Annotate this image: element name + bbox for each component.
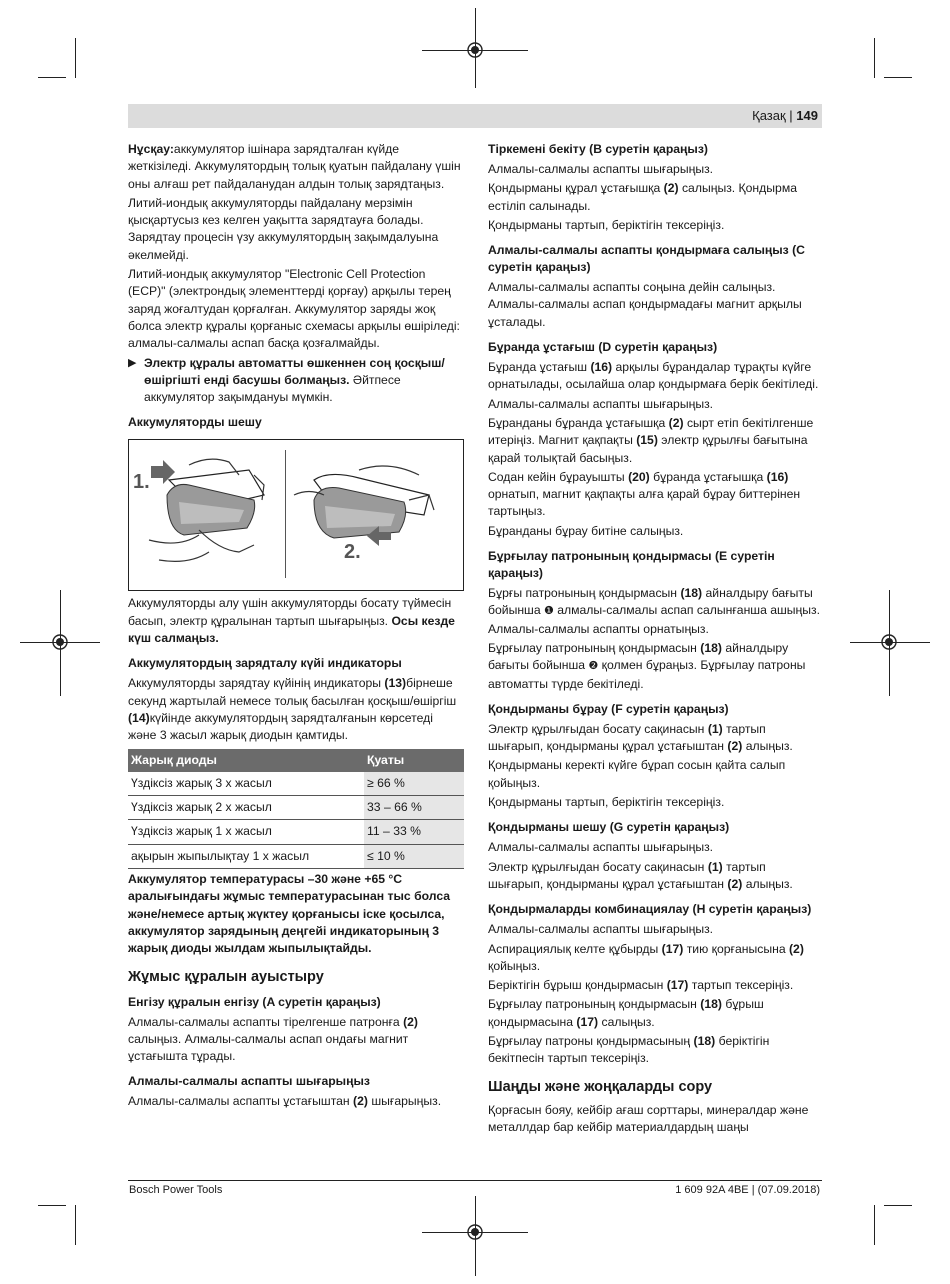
footer-doc-number: 1 609 92A 4BE | (07.09.2018) <box>675 1184 820 1196</box>
section-heading: Аккумуляторды шешу <box>128 415 262 430</box>
battery-removal-figure <box>128 439 464 591</box>
crop-mark <box>38 77 66 78</box>
section-heading: Бұранда ұстағыш (D суретін қараңыз) <box>488 340 718 355</box>
section-heading: Қондырманы бұрау (F суретін қараңыз) <box>488 701 729 716</box>
crop-mark <box>874 38 875 78</box>
crop-mark <box>884 77 912 78</box>
paragraph: Литий-иондық аккумулятор "Electronic Cell Protection (ECP)" (электрондық элементтерді қорғау) арқылы терең заряд жоғалтудан қорғалған. Аккумулятор заряды жоқ болса электр құралы қорғаныс схемасы арқылы өшіріледі: алмалы-салмалы аспап басқа қозғалмайды. <box>128 267 460 351</box>
section-heading: Бұрғылау патронының қондырмасы (E суретін қараңыз) <box>488 549 775 581</box>
paragraph: Электр құрылғыдан босату сақинасын (1) тартып шығарып, қондырманы құрал ұстағыштан (2) алыңыз. <box>488 721 793 754</box>
section-heading: Аккумулятордың зарядталу күйі индикаторы <box>128 656 402 671</box>
temperature-warning: Аккумулятор температурасы –30 және +65 °C аралығындағы жұмыс температурасынан тыс болса және/немесе артық жүктеу қорғанысы іске қосылса, аккумулятор зарядының деңгейі индикаторының 3 жарық диоды жылдам жыпылықтайды. <box>128 872 451 956</box>
registration-mark-icon <box>50 632 70 652</box>
paragraph: Алмалы-салмалы аспапты соңына дейін салыңыз. Алмалы-салмалы аспап қондырмадағы магнит арқылы ұсталады. <box>488 280 802 329</box>
paragraph: Алмалы-салмалы аспапты ұстағыштан (2) шығарыңыз. <box>128 1094 442 1109</box>
left-column <box>128 141 464 1113</box>
section-heading: Қондырмаларды комбинациялау (H суретін қараңыз) <box>488 902 812 917</box>
registration-mark-icon <box>879 632 899 652</box>
triangle-bullet-icon: ▶ <box>128 356 137 369</box>
paragraph: Алмалы-салмалы аспапты шығарыңыз. <box>488 396 714 411</box>
paragraph: Аспирациялық келте құбырды (17) тию қорғанысына (2) қойыңыз. <box>488 941 804 973</box>
figure-step-1-label: 1. <box>133 471 150 494</box>
crop-mark <box>38 1205 66 1206</box>
section-heading: Алмалы-салмалы аспапты қондырмаға салыңыз (C суретін қараңыз) <box>488 243 805 275</box>
table-header-capacity: Қуаты <box>364 749 464 772</box>
paragraph: Аккумуляторды алу үшін аккумуляторды босату түймесін басып, электр құралынан тартып шығарыңыз. Осы кезде күш салмаңыз. <box>128 596 455 646</box>
header-language: Қазақ <box>752 108 786 123</box>
table-header-row <box>128 749 464 772</box>
paragraph: Бұранда ұстағыш (16) арқылы бұрандалар тұрақты күйге орнатылады, осылайша олар қондырмаға берік бекітіледі. <box>488 360 819 392</box>
section-heading: Алмалы-салмалы аспапты шығарыңыз <box>128 1074 370 1089</box>
paragraph: Аккумуляторды зарядтау күйінің индикаторы (13)бірнеше секунд жартылай немесе толық басылған қосқыш/өшіргіш (14)күйінде аккумулятордың зарядталғанын көрсетеді және 3 жасыл жарық диодын қамтиды. <box>128 676 457 743</box>
registration-mark-icon <box>465 40 485 60</box>
battery-removal-illustration <box>129 440 461 590</box>
warning-bullet: ▶ Электр құралы автоматты өшкеннен соң қосқыш/өшіргішті енді басушы болмаңыз. Әйтпесе аккумулятор зақымдануы мүмкін. <box>128 355 464 407</box>
crop-mark <box>75 1205 76 1245</box>
paragraph: Қондырманы тартып, беріктігін тексеріңіз. <box>488 217 725 232</box>
paragraph: Қондырманы керекті күйге бұрап сосын қайта салып қойыңыз. <box>488 758 786 790</box>
paragraph: Алмалы-салмалы аспапты шығарыңыз. <box>488 840 714 855</box>
figure-step-2-label: 2. <box>344 541 361 564</box>
section-heading: Енгізу құралын енгізу (A суретін қараңыз) <box>128 994 381 1009</box>
paragraph: Алмалы-салмалы аспапты шығарыңыз. <box>488 162 714 176</box>
paragraph: Электр құрылғыдан босату сақинасын (1) тартып шығарып, қондырманы құрал ұстағыштан (2) алыңыз. <box>488 859 793 891</box>
paragraph: Қондырманы құрал ұстағышқа (2) салыңыз. Қондырма естіліп салынады. <box>488 181 797 213</box>
page-header: Қазақ | 149 <box>752 108 818 123</box>
page-number: 149 <box>796 108 818 123</box>
table-row: Үздіксіз жарық 1 x жасыл 11 – 33 % <box>128 820 464 844</box>
direction-2-icon: ❷ <box>588 660 599 673</box>
section-heading: Қондырманы шешу (G суретін қараңыз) <box>488 820 730 835</box>
crop-mark <box>874 1205 875 1245</box>
paragraph: Бұрғылау патронының қондырмасын (18) бұрыш қондырмасына (17) салыңыз. <box>488 997 764 1029</box>
header-band <box>128 104 822 128</box>
paragraph: Бұрғы патронының қондырмасын (18) айналдыру бағыты бойынша ❶ алмалы-салмалы аспап салынғанша ашыңыз. Алмалы-салмалы аспапты орнатыңыз. <box>488 586 821 636</box>
section-title: Жұмыс құралын ауыстыру <box>128 968 324 985</box>
paragraph: Бұранданы бұрау битіне салыңыз. <box>488 523 684 538</box>
direction-1-icon: ❶ <box>544 605 554 618</box>
footer-rule <box>128 1180 822 1181</box>
crop-mark <box>884 1205 912 1206</box>
paragraph: Содан кейін бұрауышты (20) бұранда ұстағышқа (16) орнатып, магнит қақпақты алға қарай бұрау биттерінен тартыңыз. <box>488 469 801 519</box>
table-row: Үздіксіз жарық 2 x жасыл 33 – 66 % <box>128 796 464 820</box>
paragraph: Бұрғылау патронының қондырмасын (18) айналдыру бағыты бойынша ❷ қолмен бұраңыз. Бұрғылау патроны автоматты түрде бекітіледі. <box>488 640 806 691</box>
table-row: ақырын жыпылықтау 1 x жасыл ≤ 10 % <box>128 844 464 868</box>
paragraph: Алмалы-салмалы аспапты шығарыңыз. <box>488 922 714 937</box>
led-capacity-table <box>128 749 464 869</box>
paragraph: Қондырманы тартып, беріктігін тексеріңіз. <box>488 795 725 810</box>
section-title: Шаңды және жоңқаларды сору <box>488 1078 713 1095</box>
paragraph: Қорғасын бояу, кейбір ағаш сорттары, минералдар және металлдар бар кейбір материалдардың шаңы <box>488 1102 809 1134</box>
paragraph: Бұранданы бұранда ұстағышқа (2) сырт етіп бекітілгенше итеріңіз. Магнит қақпақты (15) электр құрылғы бағытына қарай толықтай басыңыз. <box>488 415 814 465</box>
section-heading: Тіркемені бекіту (B суретін қараңыз) <box>488 142 708 156</box>
crop-mark <box>75 38 76 78</box>
registration-mark-icon <box>465 1222 485 1242</box>
right-column <box>488 141 822 1138</box>
paragraph: Бұрғылау патроны қондырмасының (18) беріктігін бекітпесін тартып тексеріңіз. <box>488 1033 770 1066</box>
figure-divider <box>285 450 286 578</box>
table-row: Үздіксіз жарық 3 x жасыл ≥ 66 % <box>128 772 464 796</box>
paragraph: Литий-иондық аккумуляторды пайдалану мерзімін қысқартусыз кез келген уақытта зарядтауға болады. Зарядтау процесін үзу аккумулятордың зақымдалуына әкелмейді. <box>128 195 439 262</box>
table-header-led: Жарық диоды <box>128 749 364 772</box>
paragraph: Алмалы-салмалы аспапты тірелгенше патронға (2) салыңыз. Алмалы-салмалы аспап ондағы магнит ұстағышта тұрады. <box>128 1014 418 1064</box>
note-paragraph: Нұсқау:аккумулятор ішінара зарядталған күйде жеткізіледі. Аккумулятордың толық қуатын пайдалану үшін оны алғаш рет пайдаланудан алдын толық зарядтаңыз. <box>128 142 461 191</box>
paragraph: Беріктігін бұрыш қондырмасын (17) тартып тексеріңіз. <box>488 978 794 993</box>
footer-brand: Bosch Power Tools <box>129 1184 223 1196</box>
